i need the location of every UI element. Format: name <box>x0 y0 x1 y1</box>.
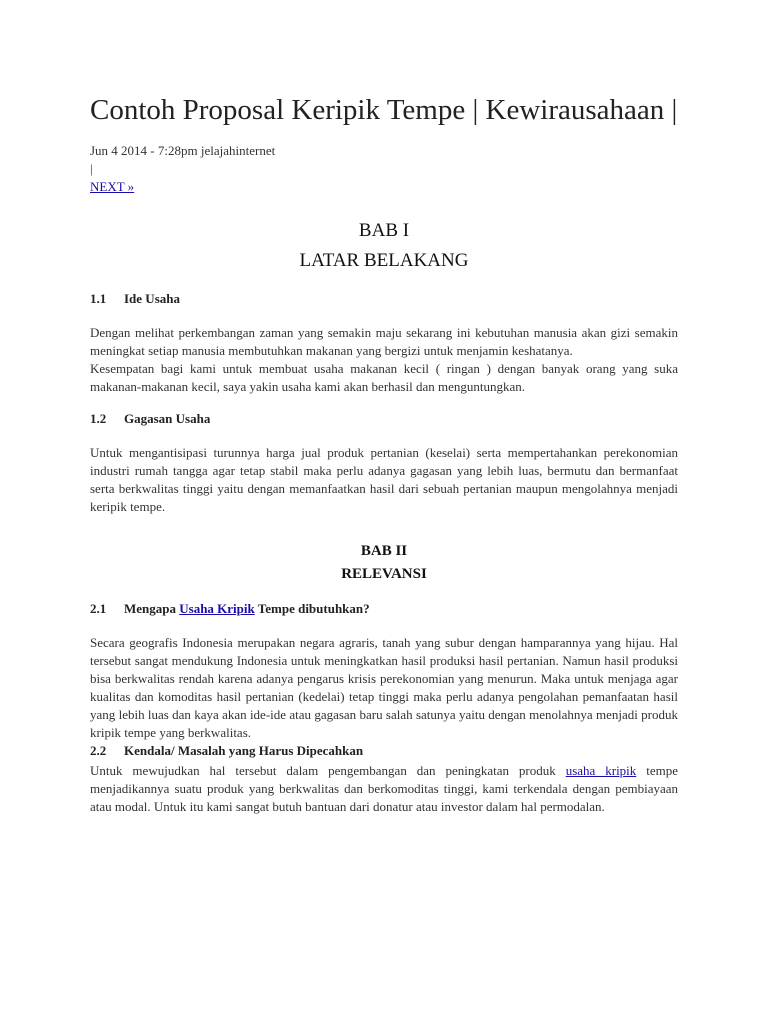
chapter-2-title: BAB II <box>360 543 408 559</box>
chapter-1-title: BAB I <box>358 220 410 241</box>
section-number: 1.1 <box>90 291 107 306</box>
usaha-kripik-link[interactable]: Usaha Kripik <box>179 601 255 616</box>
chapter-2-heading <box>90 540 678 586</box>
post-date: Jun 4 2014 - 7:28pm <box>90 143 198 158</box>
paragraph <box>90 762 678 816</box>
section-number: 2.1 <box>90 601 107 616</box>
section-number: 1.2 <box>90 411 107 426</box>
usaha-kripik-inline-link[interactable]: usaha kripik <box>565 763 637 778</box>
section-number: 2.2 <box>90 743 107 758</box>
chapter-1-heading <box>90 216 678 276</box>
paragraph: Kesempatan bagi kami untuk membuat usaha makanan kecil ( ringan ) dengan banyak orang yang suka makanan-makanan kecil, saya yakin usaha kami akan berhasil dan menguntungkan. <box>90 361 678 394</box>
article-title: Contoh Proposal Keripik Tempe | Kewirausahaan | <box>90 94 678 126</box>
section-title: Kendala/ Masalah yang Harus Dipecahkan <box>124 743 364 758</box>
section-2-1-heading <box>90 600 678 618</box>
section-title-post: Tempe dibutuhkan? <box>254 601 370 616</box>
section-title: Gagasan Usaha <box>124 411 211 426</box>
meta-separator: | <box>90 161 93 176</box>
section-1-2-heading <box>90 410 678 428</box>
paragraph: Dengan melihat perkembangan zaman yang semakin maju sekarang ini kebutuhan manusia akan gizi semakin meningkat setiap manusia membutuhkan makanan yang bergizi untuk menjamin keshatanya. <box>90 325 678 358</box>
section-title-pre: Mengapa <box>124 601 180 616</box>
section-2-2-heading <box>90 742 678 760</box>
chapter-1-subtitle: LATAR BELAKANG <box>299 250 469 271</box>
next-link[interactable]: NEXT » <box>90 179 135 194</box>
paragraph: Untuk mengantisipasi turunnya harga jual produk pertanian (keselai) serta mempertahankan perekonomian industri rumah tangga agar tetap stabil maka perlu adanya gagasan yang lebih luas, bermutu dan bermanfaat serta berkwalitas tinggi yaitu dengan memanfaatkan hasil dari sebuah pertanian maupun mengolahnya menjadi keripik tempe. <box>90 445 678 514</box>
paragraph: Secara geografis Indonesia merupakan negara agraris, tanah yang subur dengan hamparannya yang hijau. Hal tersebut sangat mendukung Indonesia untuk meningkatkan hasil produksi hasil pertanian. Namun hasil produksi bisa berkwalitas rendah karena adanya pengarus krisis perekonomian yang menurun. Maka untuk menjaga agar kualitas dan komoditas hasil pertanian (kedelai) tetap tinggi maka perlu adanya pengolahan pemanfaatan hasil yang lebih luas dan kaya akan ide-ide atau gagasan baru salah satunya yaitu dengan menolahnya menjadi produk kripik tempe yang berkwalitas. <box>90 635 678 740</box>
section-1-1-heading <box>90 290 678 308</box>
chapter-2-subtitle: RELEVANSI <box>341 566 427 582</box>
paragraph-text: Untuk mewujudkan hal tersebut dalam pengembangan dan peningkatan produk <box>90 763 566 778</box>
paragraph-text: tempe menjadikannya suatu produk yang berkwalitas dan berkomoditas tinggi, kami terkendala dengan pembiayaan atau modal. Untuk itu kami sangat butuh bantuan dari donatur atau investor dalam hal permodalan. <box>90 763 678 814</box>
article-meta <box>90 142 678 196</box>
section-title: Ide Usaha <box>124 291 180 306</box>
post-author: jelajahinternet <box>200 143 276 158</box>
